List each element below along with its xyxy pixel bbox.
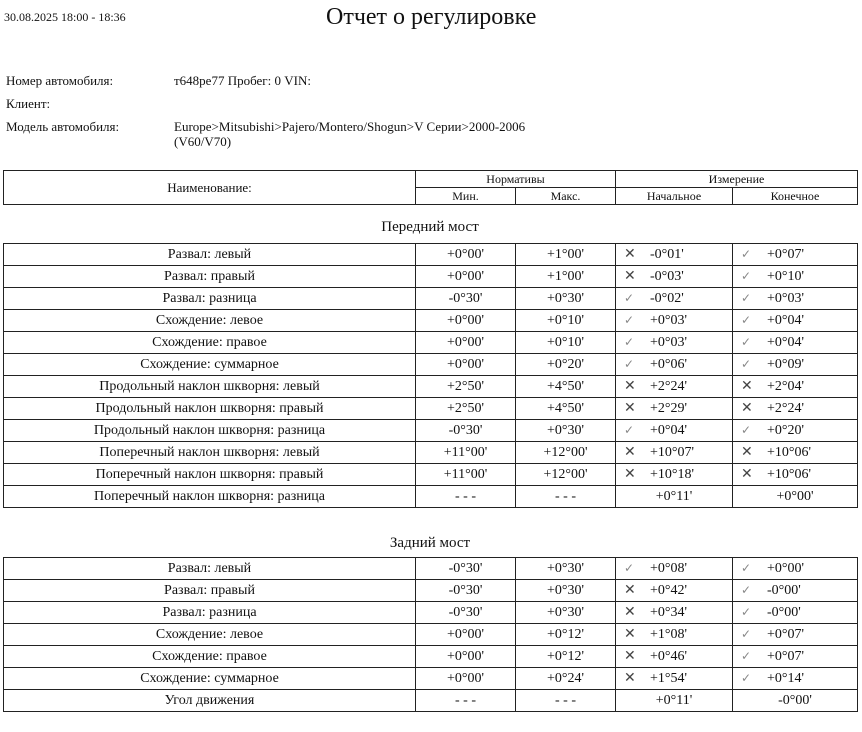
initial-measure bbox=[616, 442, 733, 464]
initial-measure-value: +0°34' bbox=[650, 605, 688, 620]
check-icon: ✓ bbox=[741, 582, 752, 597]
cross-icon: ✕ bbox=[624, 445, 636, 460]
initial-measure-value: +0°03' bbox=[650, 312, 688, 328]
parameter-name: Схождение: левое bbox=[4, 310, 416, 332]
norm-max: +12°00' bbox=[516, 442, 616, 464]
table-row bbox=[4, 602, 858, 624]
norm-max: +0°12' bbox=[516, 624, 616, 646]
measurement-table bbox=[3, 243, 858, 508]
initial-measure-value: -0°01' bbox=[650, 247, 684, 262]
check-icon: ✓ bbox=[741, 626, 752, 641]
initial-measure bbox=[616, 376, 733, 398]
norm-max: +0°30' bbox=[516, 558, 616, 580]
page-title: Отчет о регулировке bbox=[326, 4, 537, 30]
header-initial: Начальное bbox=[616, 188, 733, 205]
check-icon: ✓ bbox=[624, 356, 635, 371]
initial-measure bbox=[616, 398, 733, 420]
initial-measure-value: +2°24' bbox=[650, 379, 688, 394]
section-title: Передний мост bbox=[381, 219, 479, 235]
norm-min: - - - bbox=[416, 486, 516, 508]
norm-max: +0°20' bbox=[516, 354, 616, 376]
norm-min: +0°00' bbox=[416, 354, 516, 376]
parameter-name: Угол движения bbox=[4, 690, 416, 712]
final-measure bbox=[733, 310, 858, 332]
section-title: Задний мост bbox=[389, 535, 471, 551]
final-measure bbox=[733, 332, 858, 354]
header-norms: Нормативы bbox=[416, 171, 616, 188]
norm-max: +0°10' bbox=[516, 310, 616, 332]
table-row bbox=[4, 332, 858, 354]
table-row bbox=[4, 690, 858, 712]
initial-measure-value: +0°46' bbox=[650, 649, 688, 664]
norm-max: +4°50' bbox=[516, 376, 616, 398]
final-measure-value: +0°20' bbox=[767, 422, 805, 438]
initial-measure bbox=[616, 310, 733, 332]
table-row bbox=[4, 646, 858, 668]
norm-max: +12°00' bbox=[516, 464, 616, 486]
final-measure-value: +2°24' bbox=[767, 401, 805, 416]
table-header bbox=[3, 170, 858, 205]
norm-max: +0°30' bbox=[516, 288, 616, 310]
parameter-name: Развал: левый bbox=[4, 244, 416, 266]
norm-min: +0°00' bbox=[416, 310, 516, 332]
norm-max: +0°12' bbox=[516, 646, 616, 668]
table-row bbox=[4, 310, 858, 332]
final-measure-value: +0°04' bbox=[767, 334, 805, 350]
final-measure bbox=[733, 420, 858, 442]
final-measure bbox=[733, 244, 858, 266]
initial-measure: +0°11' bbox=[616, 486, 733, 508]
cross-icon: ✕ bbox=[624, 269, 636, 284]
norm-min: +2°50' bbox=[416, 376, 516, 398]
table-row bbox=[4, 442, 858, 464]
final-measure bbox=[733, 602, 858, 624]
initial-measure bbox=[616, 580, 733, 602]
final-measure: -0°00' bbox=[733, 690, 858, 712]
table-row bbox=[4, 580, 858, 602]
norm-max: +4°50' bbox=[516, 398, 616, 420]
measurement-table bbox=[3, 557, 858, 712]
check-icon: ✓ bbox=[741, 246, 752, 261]
final-measure bbox=[733, 398, 858, 420]
table-row bbox=[4, 376, 858, 398]
cross-icon: ✕ bbox=[624, 605, 636, 620]
final-measure bbox=[733, 668, 858, 690]
cross-icon: ✕ bbox=[624, 649, 636, 664]
initial-measure bbox=[616, 420, 733, 442]
check-icon: ✓ bbox=[741, 422, 752, 437]
check-icon: ✓ bbox=[741, 268, 752, 283]
parameter-name: Поперечный наклон шкворня: правый bbox=[4, 464, 416, 486]
parameter-name: Развал: правый bbox=[4, 580, 416, 602]
check-icon: ✓ bbox=[741, 290, 752, 305]
final-measure-value: +0°10' bbox=[767, 268, 805, 284]
check-icon: ✓ bbox=[624, 422, 635, 437]
header-final: Конечное bbox=[733, 188, 858, 205]
norm-min: -0°30' bbox=[416, 420, 516, 442]
final-measure bbox=[733, 624, 858, 646]
initial-measure bbox=[616, 288, 733, 310]
cross-icon: ✕ bbox=[624, 671, 636, 686]
norm-max: +1°00' bbox=[516, 244, 616, 266]
header-name: Наименование: bbox=[4, 171, 416, 205]
norm-max: +0°30' bbox=[516, 580, 616, 602]
final-measure-value: +0°07' bbox=[767, 626, 805, 642]
norm-min: +0°00' bbox=[416, 668, 516, 690]
initial-measure bbox=[616, 624, 733, 646]
initial-measure-value: +0°06' bbox=[650, 356, 688, 372]
norm-min: -0°30' bbox=[416, 558, 516, 580]
norm-min: -0°30' bbox=[416, 288, 516, 310]
cross-icon: ✕ bbox=[741, 401, 753, 416]
initial-measure bbox=[616, 464, 733, 486]
final-measure-value: -0°00' bbox=[767, 604, 801, 620]
initial-measure-value: -0°03' bbox=[650, 269, 684, 284]
initial-measure-value: +0°08' bbox=[650, 560, 688, 576]
final-measure-value: +0°00' bbox=[767, 560, 805, 576]
final-measure bbox=[733, 376, 858, 398]
final-measure bbox=[733, 442, 858, 464]
initial-measure bbox=[616, 354, 733, 376]
norm-min: +2°50' bbox=[416, 398, 516, 420]
final-measure bbox=[733, 266, 858, 288]
final-measure-value: +0°07' bbox=[767, 246, 805, 262]
parameter-name: Продольный наклон шкворня: правый bbox=[4, 398, 416, 420]
parameter-name: Схождение: суммарное bbox=[4, 354, 416, 376]
model-value: Europe>Mitsubishi>Pajero/Montero/Shogun>V Серии>2000-2006 bbox=[174, 119, 526, 134]
initial-measure-value: +1°08' bbox=[650, 627, 688, 642]
norm-max: +0°30' bbox=[516, 420, 616, 442]
cross-icon: ✕ bbox=[624, 583, 636, 598]
table-row bbox=[4, 398, 858, 420]
norm-max: +0°30' bbox=[516, 602, 616, 624]
initial-measure-value: +1°54' bbox=[650, 671, 688, 686]
norm-min: +11°00' bbox=[416, 464, 516, 486]
check-icon: ✓ bbox=[624, 312, 635, 327]
initial-measure-value: +0°03' bbox=[650, 334, 688, 350]
norm-min: +0°00' bbox=[416, 646, 516, 668]
initial-measure-value: -0°02' bbox=[650, 290, 684, 306]
check-icon: ✓ bbox=[741, 670, 752, 685]
final-measure-value: +0°04' bbox=[767, 312, 805, 328]
final-measure bbox=[733, 580, 858, 602]
check-icon: ✓ bbox=[741, 604, 752, 619]
final-measure bbox=[733, 354, 858, 376]
check-icon: ✓ bbox=[624, 560, 635, 575]
final-measure-value: +0°07' bbox=[767, 648, 805, 664]
initial-measure bbox=[616, 646, 733, 668]
norm-min: +0°00' bbox=[416, 624, 516, 646]
final-measure-value: +10°06' bbox=[767, 445, 812, 460]
norm-max: - - - bbox=[516, 690, 616, 712]
parameter-name: Развал: разница bbox=[4, 288, 416, 310]
norm-min: -0°30' bbox=[416, 602, 516, 624]
norm-min: -0°30' bbox=[416, 580, 516, 602]
initial-measure: +0°11' bbox=[616, 690, 733, 712]
parameter-name: Схождение: правое bbox=[4, 332, 416, 354]
table-row bbox=[4, 354, 858, 376]
final-measure: +0°00' bbox=[733, 486, 858, 508]
parameter-name: Поперечный наклон шкворня: левый bbox=[4, 442, 416, 464]
norm-min: +11°00' bbox=[416, 442, 516, 464]
norm-min: +0°00' bbox=[416, 244, 516, 266]
final-measure-value: +0°03' bbox=[767, 290, 805, 306]
table-row bbox=[4, 464, 858, 486]
table-row bbox=[4, 486, 858, 508]
final-measure bbox=[733, 288, 858, 310]
check-icon: ✓ bbox=[741, 312, 752, 327]
model-value-line2: (V60/V70) bbox=[174, 134, 232, 149]
final-measure bbox=[733, 464, 858, 486]
norm-min: +0°00' bbox=[416, 332, 516, 354]
final-measure-value: +0°09' bbox=[767, 356, 805, 372]
table-row bbox=[4, 420, 858, 442]
parameter-name: Продольный наклон шкворня: разница bbox=[4, 420, 416, 442]
parameter-name: Схождение: левое bbox=[4, 624, 416, 646]
cross-icon: ✕ bbox=[741, 445, 753, 460]
final-measure bbox=[733, 646, 858, 668]
model-label: Модель автомобиля: bbox=[6, 119, 120, 134]
parameter-name: Развал: правый bbox=[4, 266, 416, 288]
check-icon: ✓ bbox=[624, 290, 635, 305]
parameter-name: Схождение: суммарное bbox=[4, 668, 416, 690]
norm-max: +0°10' bbox=[516, 332, 616, 354]
final-measure-value: -0°00' bbox=[767, 582, 801, 598]
header-max: Макс. bbox=[516, 188, 616, 205]
check-icon: ✓ bbox=[741, 648, 752, 663]
final-measure bbox=[733, 558, 858, 580]
initial-measure-value: +0°04' bbox=[650, 422, 688, 438]
initial-measure-value: +0°42' bbox=[650, 583, 688, 598]
initial-measure-value: +10°18' bbox=[650, 467, 695, 482]
table-row bbox=[4, 558, 858, 580]
norm-min: +0°00' bbox=[416, 266, 516, 288]
norm-max: +1°00' bbox=[516, 266, 616, 288]
cross-icon: ✕ bbox=[741, 379, 753, 394]
initial-measure-value: +2°29' bbox=[650, 401, 688, 416]
final-measure-value: +10°06' bbox=[767, 467, 812, 482]
initial-measure bbox=[616, 668, 733, 690]
plate-label: Номер автомобиля: bbox=[6, 73, 114, 88]
table-row bbox=[4, 288, 858, 310]
parameter-name: Развал: левый bbox=[4, 558, 416, 580]
parameter-name: Развал: разница bbox=[4, 602, 416, 624]
cross-icon: ✕ bbox=[624, 627, 636, 642]
header-min: Мин. bbox=[416, 188, 516, 205]
initial-measure bbox=[616, 558, 733, 580]
initial-measure bbox=[616, 602, 733, 624]
table-row bbox=[4, 668, 858, 690]
parameter-name: Схождение: правое bbox=[4, 646, 416, 668]
final-measure-value: +2°04' bbox=[767, 379, 805, 394]
initial-measure bbox=[616, 266, 733, 288]
norm-max: +0°24' bbox=[516, 668, 616, 690]
cross-icon: ✕ bbox=[624, 467, 636, 482]
header-measure: Измерение bbox=[616, 171, 858, 188]
cross-icon: ✕ bbox=[624, 379, 636, 394]
table-row bbox=[4, 624, 858, 646]
client-label: Клиент: bbox=[6, 96, 51, 111]
check-icon: ✓ bbox=[624, 334, 635, 349]
cross-icon: ✕ bbox=[741, 467, 753, 482]
parameter-name: Поперечный наклон шкворня: разница bbox=[4, 486, 416, 508]
initial-measure-value: +10°07' bbox=[650, 445, 695, 460]
table-row bbox=[4, 244, 858, 266]
parameter-name: Продольный наклон шкворня: левый bbox=[4, 376, 416, 398]
norm-max: - - - bbox=[516, 486, 616, 508]
check-icon: ✓ bbox=[741, 356, 752, 371]
cross-icon: ✕ bbox=[624, 247, 636, 262]
initial-measure bbox=[616, 244, 733, 266]
norm-min: - - - bbox=[416, 690, 516, 712]
final-measure-value: +0°14' bbox=[767, 670, 805, 686]
cross-icon: ✕ bbox=[624, 401, 636, 416]
report-datetime: 30.08.2025 18:00 - 18:36 bbox=[4, 10, 126, 24]
check-icon: ✓ bbox=[741, 560, 752, 575]
initial-measure bbox=[616, 332, 733, 354]
check-icon: ✓ bbox=[741, 334, 752, 349]
plate-value: т648ре77 Пробег: 0 VIN: bbox=[174, 73, 311, 88]
table-row bbox=[4, 266, 858, 288]
